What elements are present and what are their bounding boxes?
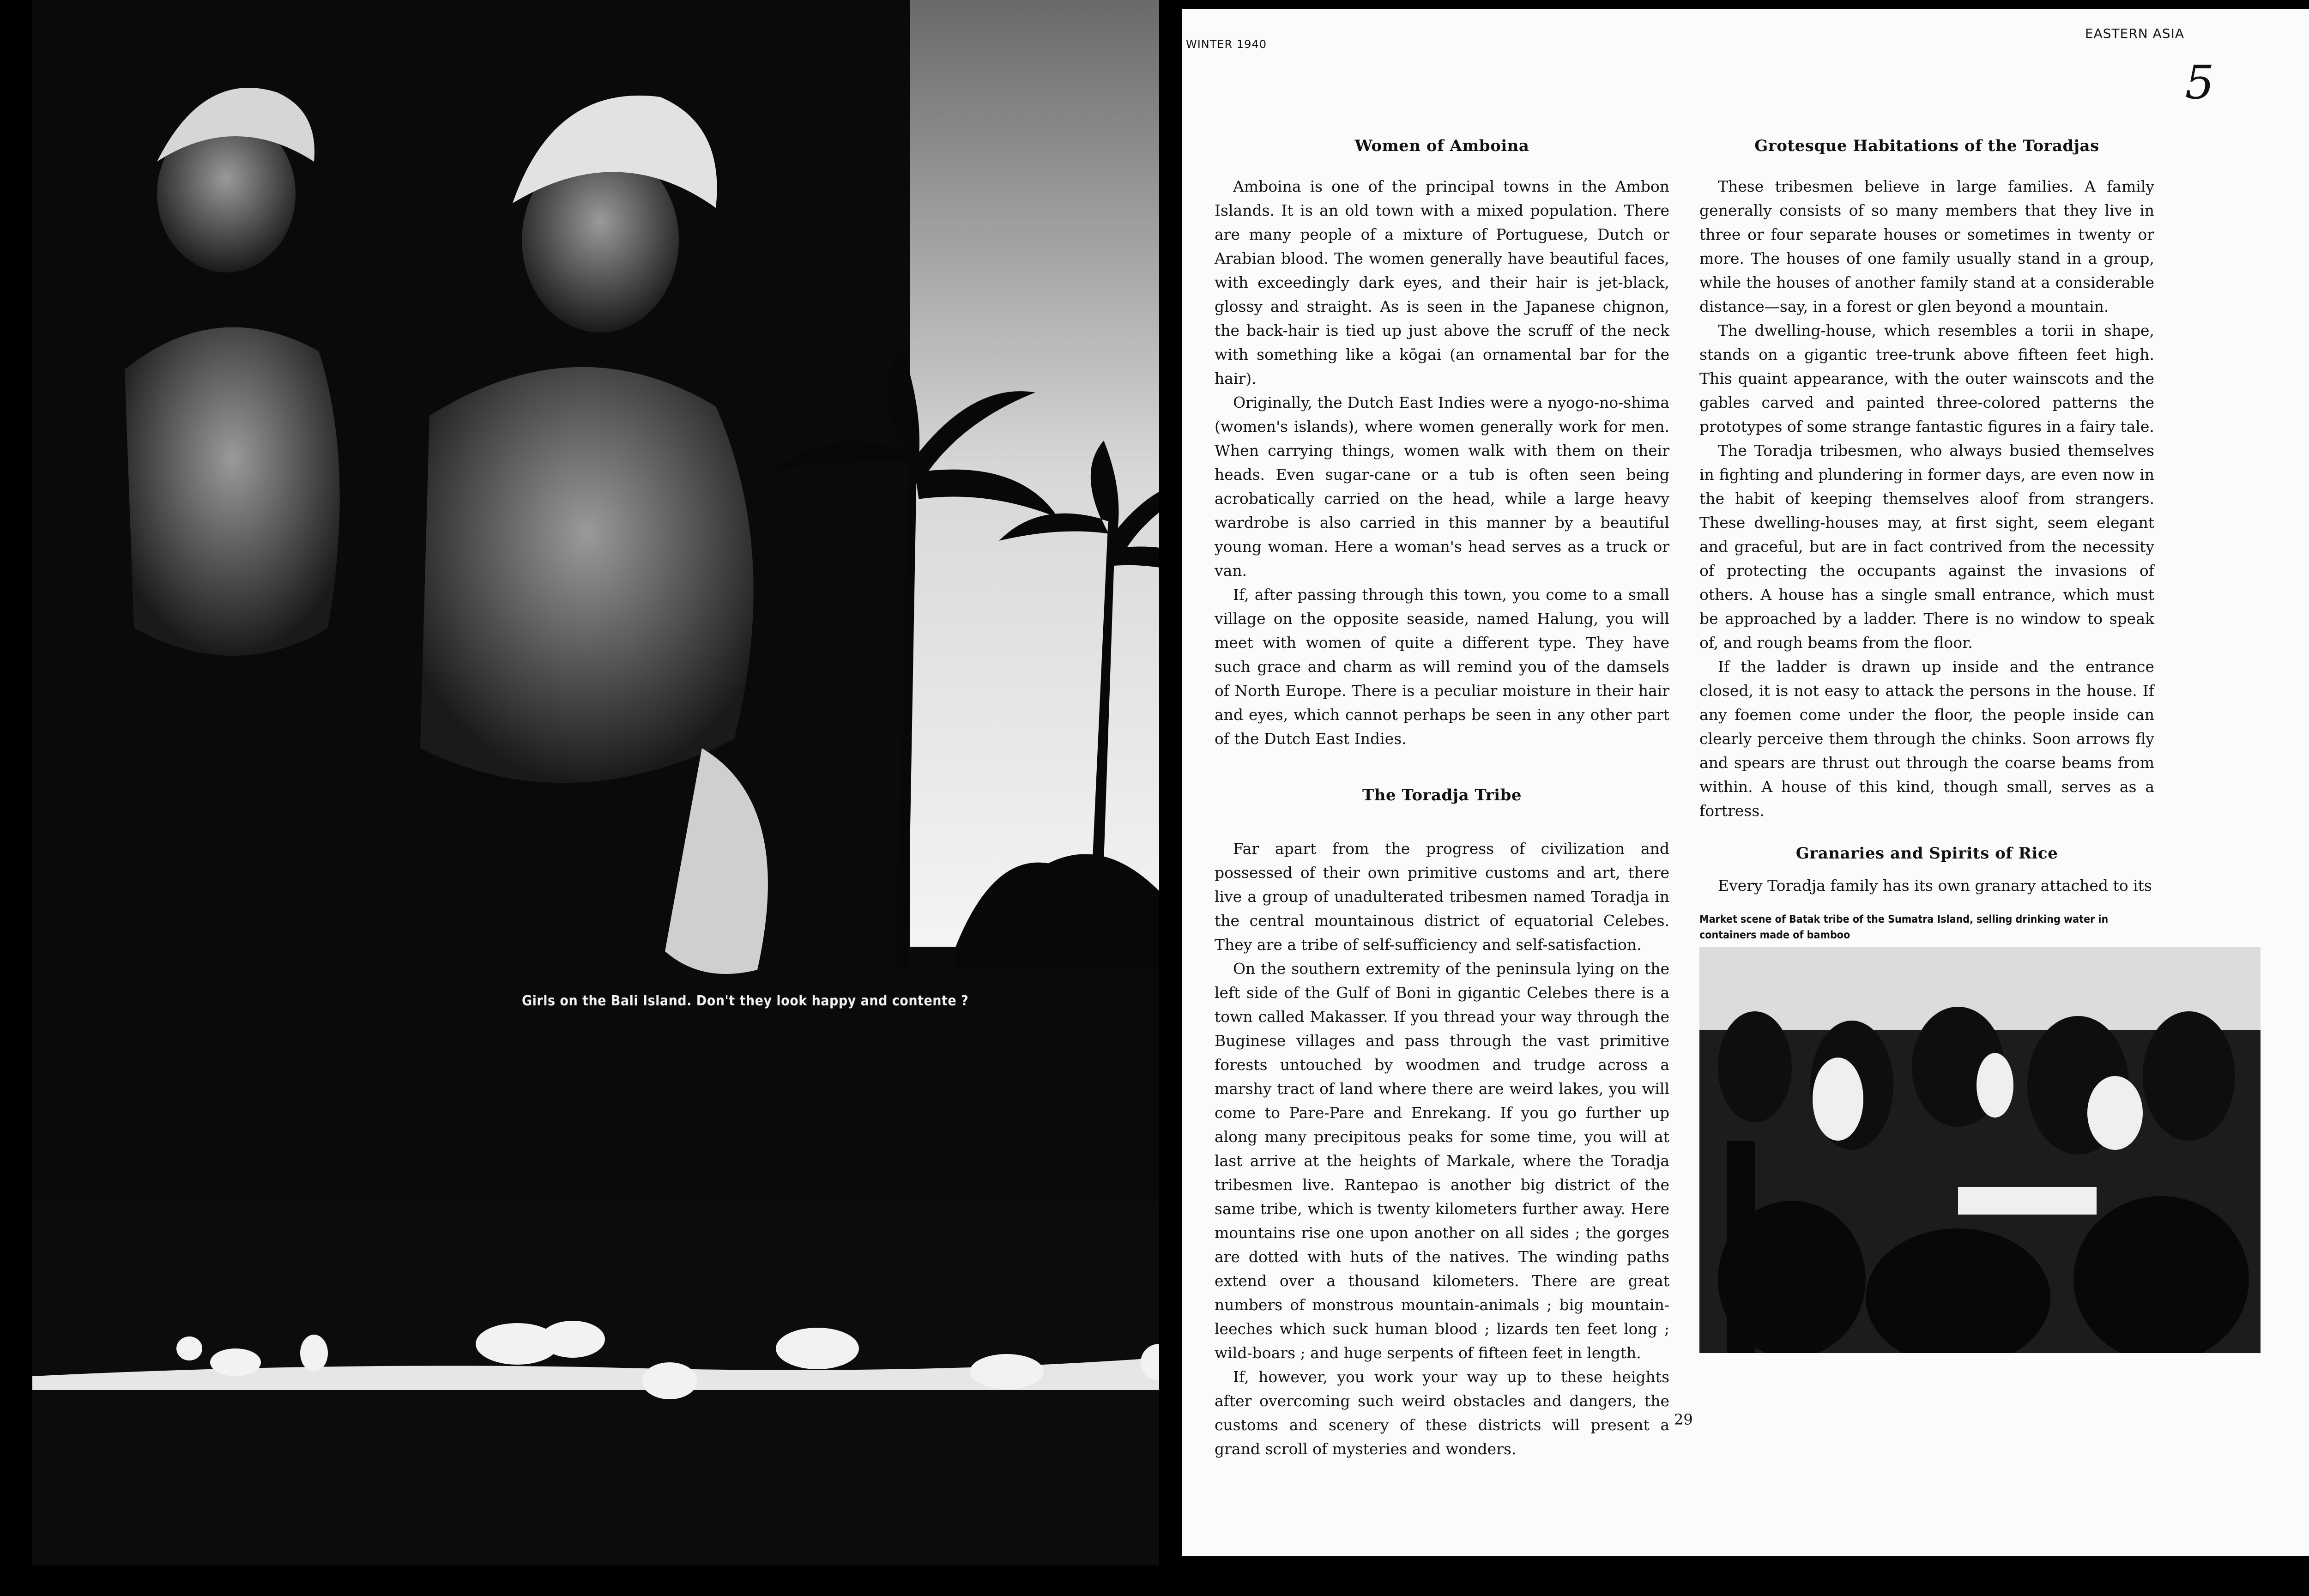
running-head-right: EASTERN ASIA bbox=[2085, 26, 2184, 41]
heading-women-of-amboina: Women of Amboina bbox=[1354, 137, 1529, 155]
bali-girls-photo bbox=[32, 0, 1159, 1566]
paragraph: These tribesmen believe in large families. A family generally consists of so many members that they live in three or four separate houses or sometimes in twenty or more. The houses of one family usually stand in a group, while the houses of another family stand at a considerable distance—say, in a forest or glen beyond a mountain. bbox=[1699, 177, 2154, 315]
photo-caption-bali: Girls on the Bali Island. Don't they look happy and contente ? bbox=[522, 993, 969, 1009]
paragraph: If, however, you work your way up to these heights after overcoming such weird obstacles and dangers, the customs and scenery of these districts will present a grand scroll of mysteries and wonders. bbox=[1215, 1368, 1669, 1458]
text-column-right bbox=[1699, 134, 2154, 943]
paragraph: Far apart from the progress of civilization and possessed of their own primitive customs and art, there live a group of unadulterated tribesmen named Toradja in the central mountainous district of equatorial Celebes. They are a tribe of self-sufficiency and self-satisfaction. bbox=[1215, 840, 1669, 954]
paragraph: On the southern extremity of the peninsula lying on the left side of the Gulf of Boni in gigantic Celebes there is a town called Makasser. If you thread your way through the Buginese villages and pass through the vast primitive forests untouched by woodmen and trudge across a marshy tract of land where there are weird lakes, you will come to Pare-Pare and Enrekang. If you go further up along many precipitous peaks for some time, you will at last arrive at the heights of Markale, where the Toradja tribesmen live. Rantepao is another big district of the same tribe, which is twenty kilometers further away. Here mountains rise one upon another on all sides ; the gorges are dotted with huts of the natives. The winding paths extend over a thousand kilometers. There are great numbers of monstrous mountain-animals ; big mountain-leeches which suck human blood ; lizards ten feet long ; wild-boars ; and huge serpents of fifteen feet in length. bbox=[1215, 960, 1669, 1362]
page-number: 29 bbox=[1674, 1411, 1693, 1428]
left-page-photo-spread bbox=[32, 0, 1159, 1566]
running-head-left: WINTER 1940 bbox=[1186, 38, 1267, 51]
heading-toradja-tribe: The Toradja Tribe bbox=[1362, 786, 1522, 804]
market-scene-photo bbox=[1699, 947, 2261, 1353]
paragraph: Every Toradja family has its own granary attached to its bbox=[1718, 877, 2152, 895]
photo-caption-market: Market scene of Batak tribe of the Sumatra Island, selling drinking water in containers made of bamboo bbox=[1699, 913, 2109, 941]
heading-granaries: Granaries and Spirits of Rice bbox=[1795, 844, 2058, 863]
paragraph: Amboina is one of the principal towns in the Ambon Islands. It is an old town with a mixed population. There are many people of a mixture of Portuguese, Dutch or Arabian blood. The women generally have beautiful faces, with exceedingly dark eyes, and their hair is jet-black, glossy and straight. As is seen in the Japanese chignon, the back-hair is tied up just above the scruff of the neck with something like a kōgai (an ornamental bar for the hair). bbox=[1215, 177, 1669, 387]
text-column-left bbox=[1215, 134, 1669, 1461]
paragraph: If the ladder is drawn up inside and the entrance closed, it is not easy to attack the persons in the house. If any foemen come under the floor, the people inside can clearly perceive them through the chinks. Soon arrows fly and spears are thrust out through the coarse beams from within. A house of this kind, though small, serves as a fortress. bbox=[1699, 658, 2154, 820]
paragraph: The dwelling-house, which resembles a torii in shape, stands on a gigantic tree-trunk above fifteen feet high. This quaint appearance, with the outer wainscots and the gables carved and painted three-colored patterns the prototypes of some strange fantastic figures in a fairy tale. bbox=[1699, 321, 2154, 435]
paragraph: Originally, the Dutch East Indies were a nyogo-no-shima (women's islands), where women generally work for men. When carrying things, women walk with them on their heads. Even sugar-cane or a tub is often seen being acrobatically carried on the head, while a large heavy wardrobe is also carried in this manner by a beautiful young woman. Here a woman's head serves as a truck or van. bbox=[1215, 393, 1669, 580]
heading-grotesque-habitations: Grotesque Habitations of the Toradjas bbox=[1754, 137, 2099, 155]
paragraph: If, after passing through this town, you come to a small village on the opposite seaside, named Halung, you will meet with women of quite a different type. They have such grace and charm as will remind you of the damsels of North Europe. There is a peculiar moisture in their hair and eyes, which cannot perhaps be seen in any other part of the Dutch East Indies. bbox=[1215, 586, 1669, 748]
right-page-text bbox=[1182, 9, 2309, 1556]
paragraph: The Toradja tribesmen, who always busied themselves in fighting and plundering in former days, are even now in the habit of keeping themselves aloof from strangers. These dwelling-houses may, at first sight, seem elegant and graceful, but are in fact contrived from the necessity of protecting the occupants against the invasions of others. A house has a single small entrance, which must be approached by a ladder. There is no window to speak of, and rough beams from the floor. bbox=[1699, 441, 2154, 652]
handwritten-page-mark: 5 bbox=[2185, 55, 2214, 109]
